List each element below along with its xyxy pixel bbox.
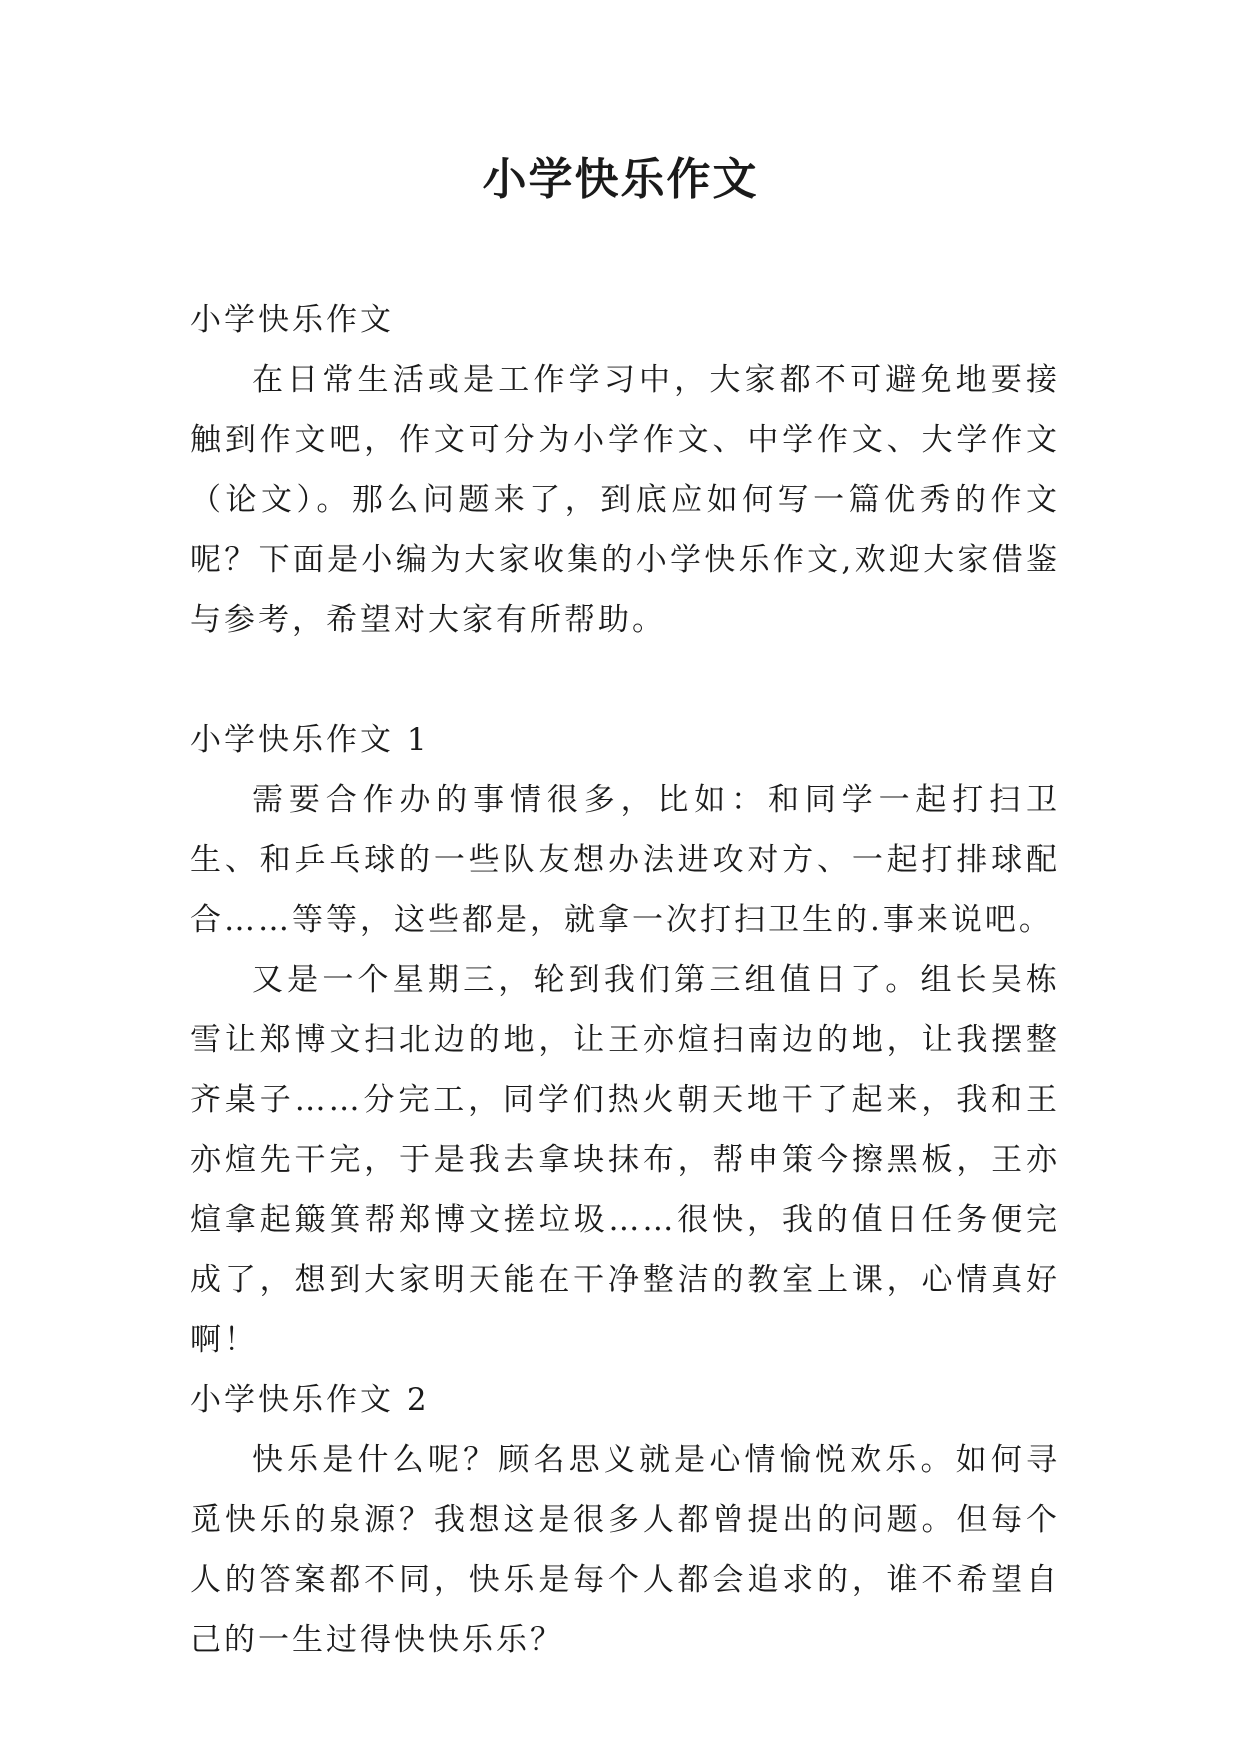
intro-paragraph: 在日常生活或是工作学习中，大家都不可避免地要接触到作文吧，作文可分为小学作文、中学作文、大学作文（论文）。那么问题来了，到底应如何写一篇优秀的作文呢？下面是小编为大家收集的小学快乐作文,欢迎大家借鉴与参考，希望对大家有所帮助。 <box>190 362 1060 638</box>
section2-paragraph: 快乐是什么呢？顾名思义就是心情愉悦欢乐。如何寻觅快乐的泉源？我想这是很多人都曾提出的问题。但每个人的答案都不同，快乐是每个人都会追求的，谁不希望自己的一生过得快快乐乐？ <box>190 1442 1060 1658</box>
document-body <box>190 290 1060 1670</box>
section1-paragraph: 需要合作办的事情很多，比如：和同学一起打扫卫生、和乒乓球的一些队友想办法进攻对方、一起打排球配合……等等，这些都是，就拿一次打扫卫生的.事来说吧。 <box>190 782 1060 938</box>
section1-heading: 小学快乐作文 1 <box>190 722 430 758</box>
page-title: 小学快乐作文 <box>482 154 759 205</box>
intro-heading: 小学快乐作文 <box>190 302 394 338</box>
section-spacer <box>190 650 1060 710</box>
section1-paragraph: 又是一个星期三，轮到我们第三组值日了。组长吴栋雪让郑博文扫北边的地，让王亦煊扫南边的地，让我摆整齐桌子……分完工，同学们热火朝天地干了起来，我和王亦煊先干完，于是我去拿块抹布，帮申策今擦黑板，王亦煊拿起簸箕帮郑博文搓垃圾……很快，我的值日任务便完成了，想到大家明天能在干净整洁的教室上课，心情真好啊！ <box>190 962 1060 1358</box>
section2-heading: 小学快乐作文 2 <box>190 1382 430 1418</box>
